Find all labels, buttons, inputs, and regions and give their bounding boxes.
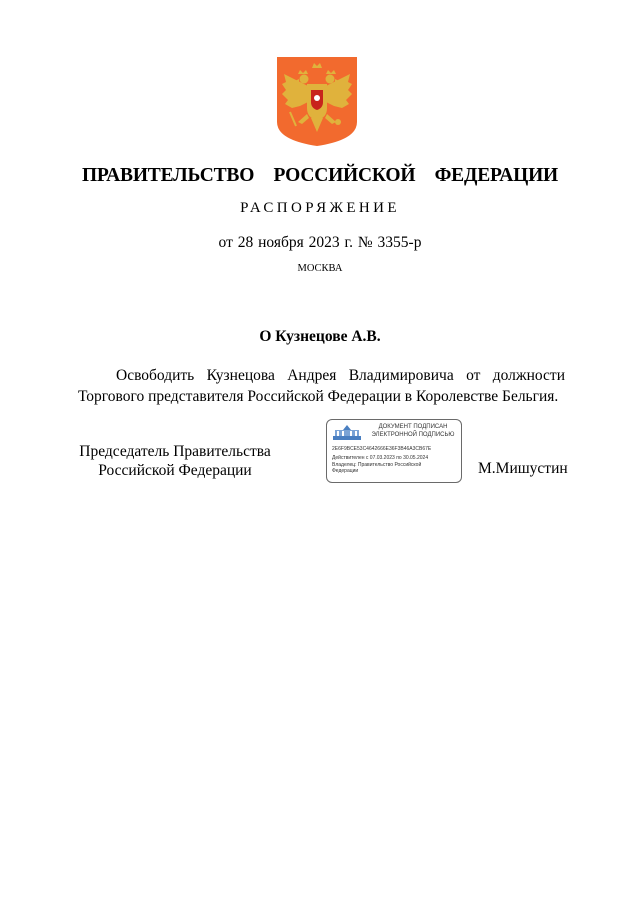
stamp-certificate: 2E6F9BCE53C4642666E36F3B46A3CB67E <box>332 446 432 452</box>
document-city: МОСКВА <box>297 263 343 274</box>
electronic-signature-stamp <box>326 419 462 483</box>
stamp-heading-line2: ЭЛЕКТРОННОЙ ПОДПИСЬЮ <box>371 431 455 438</box>
coat-of-arms-emblem <box>276 56 358 147</box>
signer-position-line2: Российской Федерации <box>98 462 252 479</box>
signer-position-line1: Председатель Правительства <box>79 443 271 460</box>
stamp-owner-line1: Владелец: Правительство Российской <box>332 462 422 468</box>
document-body-text: Освободить Кузнецова Андрея Владимировича от должности Торгового представителя Российской Федерации в Королевстве Бельгия. <box>78 367 565 405</box>
document-type: РАСПОРЯЖЕНИЕ <box>240 200 400 216</box>
document-subject: О Кузнецове А.В. <box>259 328 381 345</box>
signer-name: М.Мишустин <box>478 460 568 477</box>
government-building-icon <box>333 424 361 440</box>
document-body <box>78 365 565 407</box>
document-date-number: от 28 ноября 2023 г. № 3355-р <box>218 234 422 251</box>
double-headed-eagle-icon <box>276 56 358 147</box>
stamp-validity: Действителен с 07.03.2023 по 30.05.2024 <box>332 455 429 461</box>
stamp-heading <box>367 424 459 439</box>
stamp-owner-line2: Федерации <box>332 468 359 474</box>
signer-position <box>60 442 290 480</box>
stamp-heading-line1: ДОКУМЕНТ ПОДПИСАН <box>378 424 448 430</box>
organization-title: ПРАВИТЕЛЬСТВО РОССИЙСКОЙ ФЕДЕРАЦИИ <box>81 165 559 186</box>
